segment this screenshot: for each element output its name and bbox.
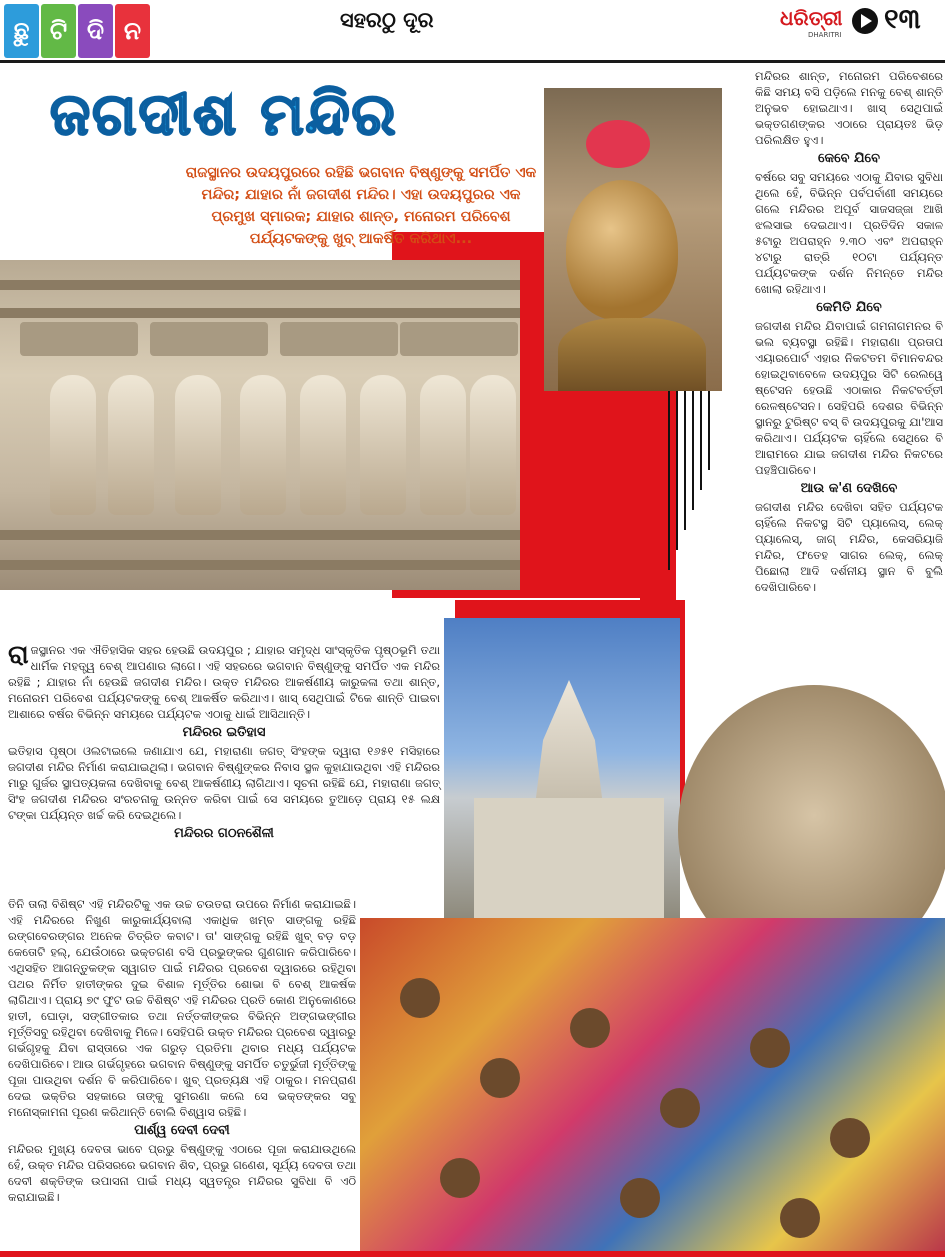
- main-text-column: [8, 642, 440, 844]
- play-arrow-icon: [852, 8, 878, 34]
- masthead-letter-2: ଟି: [41, 4, 76, 58]
- masthead-section-logo: [4, 4, 150, 58]
- subheading-history: ମନ୍ଦିରର ଇତିହାସ: [182, 725, 266, 740]
- red-decor-arc: [640, 380, 676, 630]
- paragraph: ଜଗଦୀଶ ମନ୍ଦିର ଯିବାପାଇଁ ଗମନାଗମନର ବି ଭଲ ବ୍ୟବସ୍ଥା ରହିଛି। ମହାରାଣା ପ୍ରତାପ ଏୟାରପୋର୍ଟ ଏହାର ନିକଟତମ ବିମାନବନ୍ଦର ହୋଇଥିବାବେଳେ ଉଦୟପୁର ସିଟି ରେଲୱେ ଷ୍ଟେସନ ହେଉଛି ଏଠାକାର ନିକଟବର୍ତ୍ତୀ ରେଳଷ୍ଟେସନ। ସେହିପରି ଦେଶର ବିଭିନ୍ନ ସ୍ଥାନରୁ ଟୁରିଷ୍ଟ ବସ୍ ବି ଉଦୟପୁରକୁ ଯା'ଆସ କରିଥାଏ। ପର୍ଯ୍ୟଟକ ଚାହିଁଲେ ସେଥିରେ ବି ଆରାମରେ ଯାଇ ଜଗଦୀଶ ମନ୍ଦିର ନିକଟରେ ପହଞ୍ଚିପାରିବେ।: [755, 319, 943, 477]
- paragraph: ମନ୍ଦିରର ମୁଖ୍ୟ ଦେବତା ଭାବେ ପ୍ରଭୁ ବିଷ୍ଣୁଙ୍କୁ ଏଠାରେ ପୂଜା କରାଯାଉଥିଲେ ହେଁ, ଉକ୍ତ ମନ୍ଦିର ପରିସରରେ ଭଗବାନ ଶିବ, ପ୍ରଭୁ ଗଣେଶ, ସୂର୍ଯ୍ୟ ଦେବତା ତଥା ଦେବୀ ଶକ୍ତିଙ୍କ ଉପାସନା ପାଇଁ ମଧ୍ୟ ସ୍ୱତନ୍ତ୍ର ମନ୍ଦିରର ସୁବିଧା ବି ଏଠି କରାଯାଇଛି।: [8, 1142, 356, 1204]
- subheading-how-to-go: କେମିତି ଯିବେ: [816, 300, 882, 315]
- page-number: ୧୩: [884, 2, 921, 35]
- subheading-architecture: ମନ୍ଦିରର ଗଠନଶୈଳୀ: [174, 826, 274, 841]
- subheading-when-to-go: କେବେ ଯିବେ: [818, 151, 880, 166]
- masthead-letter-4: ନ: [115, 4, 150, 58]
- deity-idol-photo: [544, 88, 722, 391]
- paragraph: [8, 642, 440, 722]
- temple-spire-photo: [444, 618, 680, 918]
- paragraph: ବର୍ଷରେ ସବୁ ସମୟରେ ଏଠାକୁ ଯିବାର ସୁବିଧା ଥିଲେ ହେଁ, ବିଭିନ୍ନ ପର୍ବପର୍ବାଣୀ ସମୟରେ ଗଲେ ମନ୍ଦିରର ଅପୂର୍ବ ସାଜସଜ୍ଜା ଆଖି ଝଲସାଇ ଦେଇଥାଏ। ପ୍ରତିଦିନ ସକାଳ ୫ଟାରୁ ଅପରାହ୍ନ ୨.୩୦ ଏବଂ ଅପରାହ୍ନ ୪ଟାରୁ ରାତ୍ରି ୧୦ଟା ପର୍ଯ୍ୟନ୍ତ ପର୍ଯ୍ୟଟକଙ୍କ ଦର୍ଶନ ନିମନ୍ତେ ମନ୍ଦିର ଖୋଲା ରହିଥାଏ।: [755, 170, 943, 296]
- article-intro: ରାଜସ୍ଥାନର ଉଦୟପୁରରେ ରହିଛି ଭଗବାନ ବିଷ୍ଣୁଙ୍କୁ ସମର୍ପିତ ଏକ ମନ୍ଦିର; ଯାହାର ନାଁ ଜଗଦୀଶ ମନ୍ଦିର। ଏହା ଉଦୟପୁରର ଏକ ପ୍ରମୁଖ ସ୍ମାରକ; ଯାହାର ଶାନ୍ତ, ମନୋରମ ପରିବେଶ ପର୍ଯ୍ୟଟକଙ୍କୁ ଖୁବ୍ ଆକର୍ଷିତ କରିଥାଏ...: [185, 165, 537, 247]
- subheading-what-else-to-see: ଆଉ କ'ଣ ଦେଖିବେ: [800, 481, 898, 496]
- masthead-letter-3: ଦି: [78, 4, 113, 58]
- footer-rule: [0, 1251, 945, 1257]
- newspaper-name: ଧରିତ୍ରୀ: [780, 6, 843, 30]
- paragraph: ତିନି ତାଲା ବିଶିଷ୍ଟ ଏହି ମନ୍ଦିରଟିକୁ ଏକ ଉଚ୍ଚ ଚଉତରା ଉପରେ ନିର୍ମାଣ କରାଯାଇଛି। ଏହି ମନ୍ଦିରରେ ନିଖୁଣ କାରୁକାର୍ଯ୍ୟବାଲା ଏକାଧିକ ଖମ୍ବ ସାଙ୍ଗକୁ ରହିଛି ରଙ୍ଗବେରଙ୍ଗର ଅନେକ ଚିତ୍ରିତ କବାଟ। ତା' ସାଙ୍ଗକୁ ରହିଛି ଖୁବ୍ ବଡ଼ ବଡ଼ କେତୋଟି ହଲ୍, ଯେଉଁଠାରେ ଭକ୍ତଗଣ ବସି ପ୍ରଭୁଙ୍କର ଗୁଣଗାନ କରିପାରିବେ। ଏଥିସହିତ ଆଗନ୍ତୁକଙ୍କ ସ୍ୱାଗତ ପାଇଁ ମନ୍ଦିରର ପ୍ରବେଶ ଦ୍ୱାରରେ ରହିଥିବା ପଥର ନିର୍ମିତ ହାତୀଙ୍କର ଦୁଇ ବିଶାଳ ମୂର୍ତ୍ତିର ଶୋଭା ବି ବେଶ୍ ଆକର୍ଷକ ଲାଗିଥାଏ। ପ୍ରାୟ ୭୯ ଫୁଟ ଉଚ୍ଚ ବିଶିଷ୍ଟ ଏହି ମନ୍ଦିରର ପ୍ରତି କୋଣ ଅନୁକୋଣରେ ହାତୀ, ଘୋଡ଼ା, ସଙ୍ଗୀତକାର ତଥା ନର୍ତ୍ତକୀଙ୍କର ବିଭିନ୍ନ ଅଙ୍ଗଭଙ୍ଗୀର ମୂର୍ତ୍ତିସବୁ ରହିଥିବା ଦେଖିବାକୁ ମିଳେ। ସେହିପରି ଉକ୍ତ ମନ୍ଦିରର ପ୍ରବେଶ ଦ୍ୱାରରୁ ଗର୍ଭଗୃହକୁ ଯିବା ରାସ୍ତାରେ ଏକ ଗରୁଡ଼ ପ୍ରତିମା ଥିବାର ମଧ୍ୟ ପର୍ଯ୍ୟଟକ ଦେଖିପାରିବେ। ଆଉ ଗର୍ଭଗୃହରେ ଭଗବାନ ବିଷ୍ଣୁଙ୍କୁ ସମର୍ପିତ ଚତୁର୍ଭୁଜୀ ମୂର୍ତ୍ତିଙ୍କୁ ପୂଜା ପାଉଥିବା ଦର୍ଶନ ବି କରିପାରିବେ। ଖୁବ୍ ପ୍ରତ୍ୟକ୍ଷ ଏହି ଠାକୁର। ମନପ୍ରାଣ ଦେଇ ଭକ୍ତିର ସହକାରେ ତାଙ୍କୁ ସୁମରଣା କଲେ ସେ ଭକ୍ତଙ୍କର ସବୁ ମନୋସ୍କାମନା ପୂରଣ କରିଥାନ୍ତି ବୋଲି ବିଶ୍ୱାସ ରହିଛି।: [8, 897, 356, 1119]
- drop-cap: ରା: [8, 640, 29, 670]
- paragraph: ମନ୍ଦିରର ଶାନ୍ତ, ମନୋରମ ପରିବେଶରେ କିଛି ସମୟ ବସି ପଡ଼ିଲେ ମନକୁ ବେଶ୍ ଶାନ୍ତି ଅନୁଭବ ହୋଇଥାଏ। ଖାସ୍ ସେଥିପାଇଁ ଭକ୍ତଗଣଙ୍କର ଏଠାରେ ପ୍ରାୟତଃ ଭିଡ଼ ପରିଲକ୍ଷିତ ହୁଏ।: [755, 69, 943, 147]
- page-header: [0, 0, 945, 64]
- article-title: ଜଗଦୀଶ ମନ୍ଦିର: [50, 80, 398, 148]
- right-text-column: [755, 68, 943, 597]
- paragraph-text: ଜସ୍ଥାନର ଏକ ଐତିହାସିକ ସହର ହେଉଛି ଉଦୟପୁର ; ଯାହାର ସମୃଦ୍ଧ ସାଂସ୍କୃତିକ ପୃଷ୍ଠଭୂମି ତଥା ଧାର୍ମିକ ମହତ୍ତ୍ୱ ବେଶ୍ ଆପଣାର ଲାଗେ। ଏହି ସହରରେ ଭଗବାନ ବିଷ୍ଣୁଙ୍କୁ ସମର୍ପିତ ଏକ ମନ୍ଦିର ରହିଛି ; ଯାହାର ନାଁ ହେଉଛି ଜଗଦୀଶ ମନ୍ଦିର। ଉକ୍ତ ମନ୍ଦିରର ଆକର୍ଷଣୀୟ କାରୁକଳା ତଥା ଶାନ୍ତ, ମନୋରମ ପରିବେଶ ପର୍ଯ୍ୟଟକଙ୍କୁ ବେଶ୍ ଆକର୍ଷିତ କରିଥାଏ। ଖାସ୍ ସେଥିପାଇଁ ଟିକେ ଶାନ୍ତି ପାଇବା ଆଶାରେ ବର୍ଷର ବିଭିନ୍ନ ସମୟରେ ପର୍ଯ୍ୟଟକ ଏଠାକୁ ଧାଇଁ ଆସିଥାନ୍ତି।: [8, 643, 440, 721]
- header-rule: [0, 60, 945, 63]
- section-title: ସହରଠୁ ଦୂର: [340, 8, 434, 32]
- devotees-crowd-photo: [360, 918, 945, 1257]
- paragraph: ଜଗଦୀଶ ମନ୍ଦିର ଦେଖିବା ସହିତ ପର୍ଯ୍ୟଟକ ଚାହିଁଲେ ନିକଟସ୍ଥ ସିଟି ପ୍ୟାଲେସ୍, ଲେକ୍ ପ୍ୟାଲେସ୍, ଜାଗ୍ ମନ୍ଦିର, କେସରିୟାଜି ମନ୍ଦିର, ଫତେହ ସାଗର ଲେକ୍, ଲେକ୍ ପିଛୋଲା ଆଦି ଦର୍ଶନୀୟ ସ୍ଥାନ ବି ବୁଲି ଦେଖିପାରିବେ।: [755, 500, 943, 594]
- masthead-letter-1: ଛୁ: [4, 4, 39, 58]
- carved-relief-photo: [0, 260, 520, 590]
- subheading-side-deities: ପାର୍ଶ୍ୱ ଦେବୀ ଦେବୀ: [134, 1123, 230, 1138]
- paragraph: ଇତିହାସ ପୃଷ୍ଠା ଓଲଟାଇଲେ ଜଣାଯାଏ ଯେ, ମହାରାଣା ଜଗତ୍ ସିଂହଙ୍କ ଦ୍ୱାରା ୧୬୫୧ ମସିହାରେ ଜଗଦୀଶ ମନ୍ଦିର ନିର୍ମାଣ କରାଯାଇଥିଲା। ଭଗବାନ ବିଷ୍ଣୁଙ୍କର ନିବାସ ସ୍ଥଳ କୁହାଯାଉଥିବା ଏହି ମନ୍ଦିରର ମାରୁ ଗୁର୍ଜର ସ୍ଥାପତ୍ୟକଳା ଦେଖିବାକୁ ବେଶ୍ ଆକର୍ଷଣୀୟ ଲାଗିଥାଏ। ସୂଚନା ରହିଛି ଯେ, ମହାରାଣା ଜଗତ୍ ସିଂହ ଜଗଦୀଶ ମନ୍ଦିରର ସଂରଚନାକୁ ଉନ୍ନତ କରିବା ପାଇଁ ସେ ସମୟରେ ତୁଆଡ଼େ ପ୍ରାୟ ୧୫ ଲକ୍ଷ ଟଙ୍କା ପର୍ଯ୍ୟନ୍ତ ଖର୍ଚ୍ଚ କରି ଦେଇଥିଲେ।: [8, 744, 440, 822]
- bottom-text-column: [8, 896, 356, 1207]
- newspaper-subtitle: DHARITRI: [808, 31, 842, 39]
